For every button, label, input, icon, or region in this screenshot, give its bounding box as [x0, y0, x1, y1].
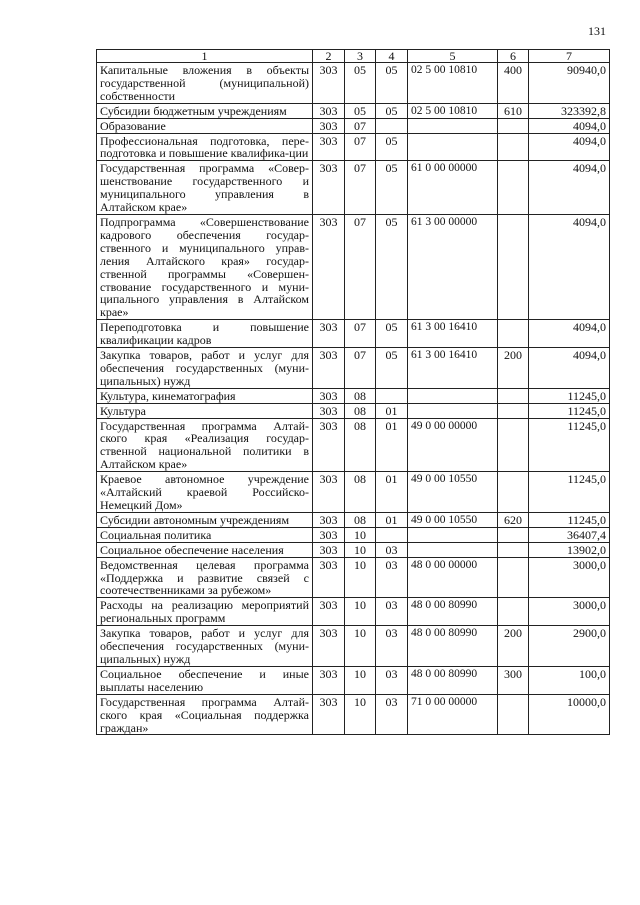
row-name-cell: Социальное обеспечение населения — [97, 542, 313, 557]
amount-cell: 11245,0 — [529, 512, 610, 527]
table-row — [97, 320, 610, 348]
subsection-code-cell: 03 — [376, 666, 408, 694]
table-row — [97, 403, 610, 418]
ministry-code-cell: 303 — [313, 214, 345, 319]
section-code-cell: 10 — [345, 694, 376, 735]
table-row — [97, 512, 610, 527]
row-name-cell: Государственная программа «Совер-шенствование государственного и муниципального управления в Алтайском крае» — [97, 161, 313, 215]
ministry-code-cell: 303 — [313, 388, 345, 403]
section-code-cell: 10 — [345, 557, 376, 598]
section-code-cell: 07 — [345, 320, 376, 348]
row-name-cell: Государственная программа Алтай-ского края «Реализация государ-ственной национальной политики в Алтайском крае» — [97, 418, 313, 472]
amount-cell: 90940,0 — [529, 63, 610, 104]
column-header: 4 — [376, 50, 408, 63]
row-name-cell: Культура, кинематография — [97, 388, 313, 403]
ministry-code-cell: 303 — [313, 320, 345, 348]
budget-table — [96, 49, 610, 735]
target-article-cell: 61 0 00 00000 — [408, 161, 498, 215]
subsection-code-cell: 03 — [376, 598, 408, 626]
table-row — [97, 527, 610, 542]
section-code-cell: 10 — [345, 666, 376, 694]
amount-cell: 13902,0 — [529, 542, 610, 557]
table-row — [97, 598, 610, 626]
expense-type-cell: 400 — [498, 63, 529, 104]
amount-cell: 10000,0 — [529, 694, 610, 735]
subsection-code-cell: 01 — [376, 512, 408, 527]
section-code-cell: 07 — [345, 214, 376, 319]
row-name-cell: Профессиональная подготовка, пере-подготовка и повышение квалифика-ции — [97, 133, 313, 161]
target-article-cell — [408, 133, 498, 161]
amount-cell: 4094,0 — [529, 348, 610, 389]
table-body — [97, 63, 610, 735]
table-row — [97, 388, 610, 403]
target-article-cell: 48 0 00 80990 — [408, 666, 498, 694]
expense-type-cell — [498, 418, 529, 472]
ministry-code-cell: 303 — [313, 542, 345, 557]
row-name-cell: Расходы на реализацию мероприятий региональных программ — [97, 598, 313, 626]
target-article-cell: 61 3 00 16410 — [408, 348, 498, 389]
table-row — [97, 666, 610, 694]
column-header: 6 — [498, 50, 529, 63]
ministry-code-cell: 303 — [313, 557, 345, 598]
target-article-cell: 02 5 00 10810 — [408, 103, 498, 118]
table-row — [97, 63, 610, 104]
subsection-code-cell: 03 — [376, 542, 408, 557]
table-row — [97, 557, 610, 598]
expense-type-cell — [498, 557, 529, 598]
row-name-cell: Государственная программа Алтай-ского края «Социальная поддержка граждан» — [97, 694, 313, 735]
row-name-cell: Культура — [97, 403, 313, 418]
expense-type-cell — [498, 527, 529, 542]
subsection-code-cell: 01 — [376, 403, 408, 418]
section-code-cell: 10 — [345, 598, 376, 626]
column-header: 2 — [313, 50, 345, 63]
section-code-cell: 10 — [345, 542, 376, 557]
table-row — [97, 542, 610, 557]
page-number: 131 — [588, 24, 606, 38]
section-code-cell: 07 — [345, 348, 376, 389]
expense-type-cell — [498, 214, 529, 319]
ministry-code-cell: 303 — [313, 527, 345, 542]
subsection-code-cell: 03 — [376, 694, 408, 735]
amount-cell: 4094,0 — [529, 118, 610, 133]
row-name-cell: Субсидии бюджетным учреждениям — [97, 103, 313, 118]
target-article-cell — [408, 403, 498, 418]
target-article-cell: 48 0 00 80990 — [408, 626, 498, 667]
section-code-cell: 07 — [345, 133, 376, 161]
subsection-code-cell: 05 — [376, 348, 408, 389]
amount-cell: 4094,0 — [529, 161, 610, 215]
ministry-code-cell: 303 — [313, 403, 345, 418]
amount-cell: 36407,4 — [529, 527, 610, 542]
table-row — [97, 118, 610, 133]
amount-cell: 3000,0 — [529, 598, 610, 626]
ministry-code-cell: 303 — [313, 666, 345, 694]
expense-type-cell — [498, 403, 529, 418]
subsection-code-cell — [376, 118, 408, 133]
ministry-code-cell: 303 — [313, 348, 345, 389]
expense-type-cell — [498, 542, 529, 557]
column-header: 1 — [97, 50, 313, 63]
subsection-code-cell: 05 — [376, 63, 408, 104]
table-row — [97, 626, 610, 667]
expense-type-cell — [498, 388, 529, 403]
subsection-code-cell: 05 — [376, 133, 408, 161]
table-row — [97, 418, 610, 472]
ministry-code-cell: 303 — [313, 118, 345, 133]
target-article-cell — [408, 527, 498, 542]
expense-type-cell — [498, 133, 529, 161]
target-article-cell: 49 0 00 10550 — [408, 472, 498, 513]
ministry-code-cell: 303 — [313, 472, 345, 513]
column-header: 5 — [408, 50, 498, 63]
ministry-code-cell: 303 — [313, 161, 345, 215]
table-row — [97, 348, 610, 389]
target-article-cell: 48 0 00 00000 — [408, 557, 498, 598]
row-name-cell: Закупка товаров, работ и услуг для обеспечения государственных (муни-ципальных) нужд — [97, 348, 313, 389]
amount-cell: 3000,0 — [529, 557, 610, 598]
target-article-cell: 02 5 00 10810 — [408, 63, 498, 104]
ministry-code-cell: 303 — [313, 63, 345, 104]
ministry-code-cell: 303 — [313, 694, 345, 735]
section-code-cell: 10 — [345, 626, 376, 667]
expense-type-cell — [498, 694, 529, 735]
section-code-cell: 08 — [345, 472, 376, 513]
amount-cell: 100,0 — [529, 666, 610, 694]
expense-type-cell: 200 — [498, 626, 529, 667]
amount-cell: 4094,0 — [529, 133, 610, 161]
amount-cell: 11245,0 — [529, 403, 610, 418]
section-code-cell: 08 — [345, 418, 376, 472]
row-name-cell: Ведомственная целевая программа «Поддержка и развитие связей с соотечественниками за рубежом» — [97, 557, 313, 598]
subsection-code-cell: 05 — [376, 214, 408, 319]
amount-cell: 11245,0 — [529, 388, 610, 403]
expense-type-cell: 620 — [498, 512, 529, 527]
subsection-code-cell — [376, 388, 408, 403]
target-article-cell: 48 0 00 80990 — [408, 598, 498, 626]
section-code-cell: 10 — [345, 527, 376, 542]
subsection-code-cell: 03 — [376, 626, 408, 667]
expense-type-cell: 610 — [498, 103, 529, 118]
row-name-cell: Образование — [97, 118, 313, 133]
expense-type-cell: 200 — [498, 348, 529, 389]
expense-type-cell: 300 — [498, 666, 529, 694]
section-code-cell: 08 — [345, 403, 376, 418]
subsection-code-cell: 01 — [376, 418, 408, 472]
ministry-code-cell: 303 — [313, 133, 345, 161]
row-name-cell: Социальная политика — [97, 527, 313, 542]
section-code-cell: 07 — [345, 161, 376, 215]
subsection-code-cell: 05 — [376, 320, 408, 348]
section-code-cell: 05 — [345, 63, 376, 104]
ministry-code-cell: 303 — [313, 418, 345, 472]
amount-cell: 4094,0 — [529, 214, 610, 319]
target-article-cell: 49 0 00 00000 — [408, 418, 498, 472]
table-row — [97, 694, 610, 735]
target-article-cell: 71 0 00 00000 — [408, 694, 498, 735]
row-name-cell: Переподготовка и повышение квалификации кадров — [97, 320, 313, 348]
ministry-code-cell: 303 — [313, 626, 345, 667]
row-name-cell: Закупка товаров, работ и услуг для обеспечения государственных (муни-ципальных) нужд — [97, 626, 313, 667]
target-article-cell: 61 3 00 16410 — [408, 320, 498, 348]
subsection-code-cell: 05 — [376, 103, 408, 118]
subsection-code-cell: 01 — [376, 472, 408, 513]
section-code-cell: 07 — [345, 118, 376, 133]
table-row — [97, 161, 610, 215]
expense-type-cell — [498, 598, 529, 626]
section-code-cell: 05 — [345, 103, 376, 118]
subsection-code-cell: 05 — [376, 161, 408, 215]
row-name-cell: Краевое автономное учреждение «Алтайский краевой Российско-Немецкий Дом» — [97, 472, 313, 513]
section-code-cell: 08 — [345, 388, 376, 403]
amount-cell: 323392,8 — [529, 103, 610, 118]
table-row — [97, 133, 610, 161]
amount-cell: 11245,0 — [529, 418, 610, 472]
row-name-cell: Подпрограмма «Совершенствование кадрового обеспечения государ-ственного и муниципального управ-ления Алтайского края» государ-ственной программы «Совершен-ствование государственного и муни-ципального управления в Алтайском крае» — [97, 214, 313, 319]
subsection-code-cell: 03 — [376, 557, 408, 598]
target-article-cell: 61 3 00 00000 — [408, 214, 498, 319]
amount-cell: 2900,0 — [529, 626, 610, 667]
target-article-cell: 49 0 00 10550 — [408, 512, 498, 527]
amount-cell: 11245,0 — [529, 472, 610, 513]
target-article-cell — [408, 542, 498, 557]
table-header-row — [97, 50, 610, 63]
target-article-cell — [408, 118, 498, 133]
row-name-cell: Субсидии автономным учреждениям — [97, 512, 313, 527]
ministry-code-cell: 303 — [313, 598, 345, 626]
row-name-cell: Социальное обеспечение и иные выплаты населению — [97, 666, 313, 694]
ministry-code-cell: 303 — [313, 103, 345, 118]
table-row — [97, 214, 610, 319]
expense-type-cell — [498, 472, 529, 513]
subsection-code-cell — [376, 527, 408, 542]
target-article-cell — [408, 388, 498, 403]
column-header: 3 — [345, 50, 376, 63]
expense-type-cell — [498, 118, 529, 133]
table-row — [97, 103, 610, 118]
ministry-code-cell: 303 — [313, 512, 345, 527]
section-code-cell: 08 — [345, 512, 376, 527]
expense-type-cell — [498, 320, 529, 348]
amount-cell: 4094,0 — [529, 320, 610, 348]
row-name-cell: Капитальные вложения в объекты государственной (муниципальной) собственности — [97, 63, 313, 104]
column-header: 7 — [529, 50, 610, 63]
expense-type-cell — [498, 161, 529, 215]
table-row — [97, 472, 610, 513]
